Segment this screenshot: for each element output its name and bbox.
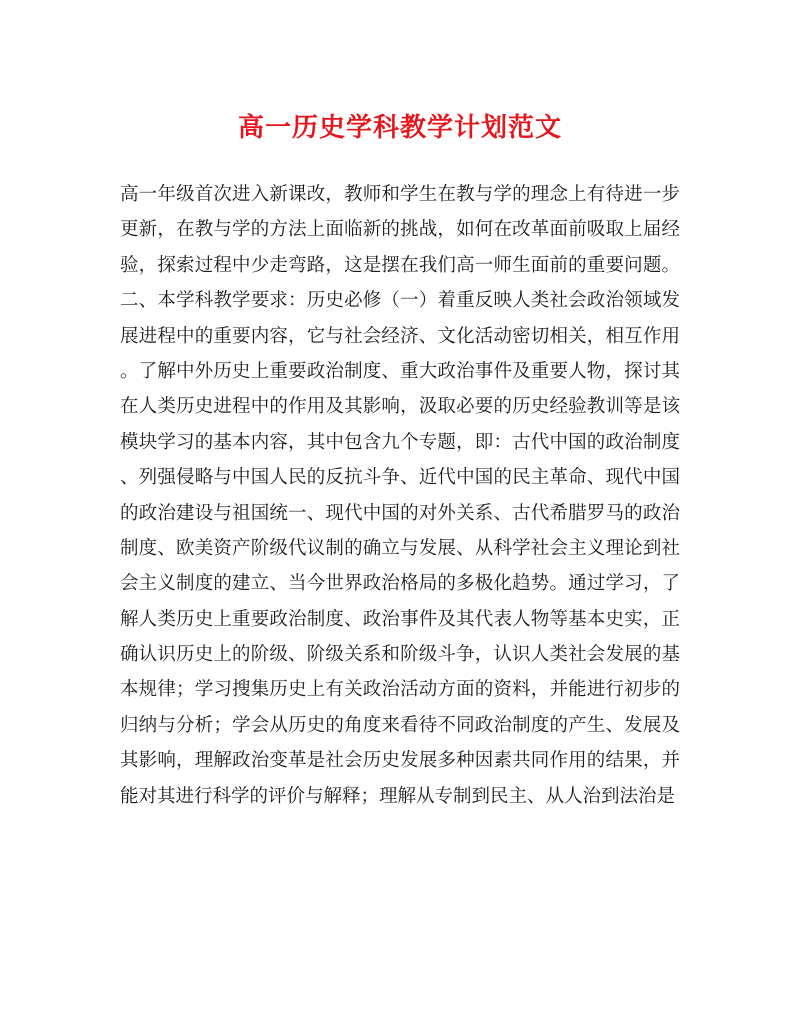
text-line: 。了解中外历史上重要政治制度、重大政治事件及重要人物，探讨其 <box>120 360 680 382</box>
text-line: 高一年级首次进入新课改，教师和学生在教与学的理念上有待进一步 <box>120 184 680 205</box>
text-line: 会主义制度的建立、当今世界政治格局的多极化趋势。通过学习，了 <box>120 573 680 595</box>
text-line: 能对其进行科学的评价与解释；理解从专制到民主、从人治到法治是 <box>120 785 676 807</box>
text-line: 归纳与分析；学会从历史的角度来看待不同政治制度的产生、发展及 <box>120 714 680 736</box>
text-line: 模块学习的基本内容，其中包含九个专题，即：古代中国的政治制度 <box>120 431 680 453</box>
text-line: 的政治建设与祖国统一、现代中国的对外关系、古代希腊罗马的政治 <box>120 502 680 524</box>
text-line: 验，探索过程中少走弯路，这是摆在我们高一师生面前的重要问题。 <box>120 254 680 276</box>
page-title: 高一历史学科教学计划范文 <box>237 113 562 143</box>
text-line: 展进程中的重要内容，它与社会经济、文化活动密切相关，相互作用 <box>120 325 680 347</box>
text-line: 确认识历史上的阶级、阶级关系和阶级斗争，认识人类社会发展的基 <box>120 644 680 666</box>
text-line: 本规律；学习搜集历史上有关政治活动方面的资料，并能进行初步的 <box>120 679 680 701</box>
document-body <box>120 177 680 814</box>
text-line: 二、本学科教学要求：历史必修（一）着重反映人类社会政治领域发 <box>120 290 680 312</box>
text-line: 其影响，理解政治变革是社会历史发展多种因素共同作用的结果，并 <box>120 750 680 772</box>
text-line: 制度、欧美资产阶级代议制的确立与发展、从科学社会主义理论到社 <box>120 537 680 559</box>
text-line: 在人类历史进程中的作用及其影响，汲取必要的历史经验教训等是该 <box>120 396 680 418</box>
text-line: 、列强侵略与中国人民的反抗斗争、近代中国的民主革命、现代中国 <box>120 467 680 489</box>
text-line: 解人类历史上重要政治制度、政治事件及其代表人物等基本史实，正 <box>120 608 680 630</box>
text-line: 更新，在教与学的方法上面临新的挑战，如何在改革面前吸取上届经 <box>120 219 680 241</box>
